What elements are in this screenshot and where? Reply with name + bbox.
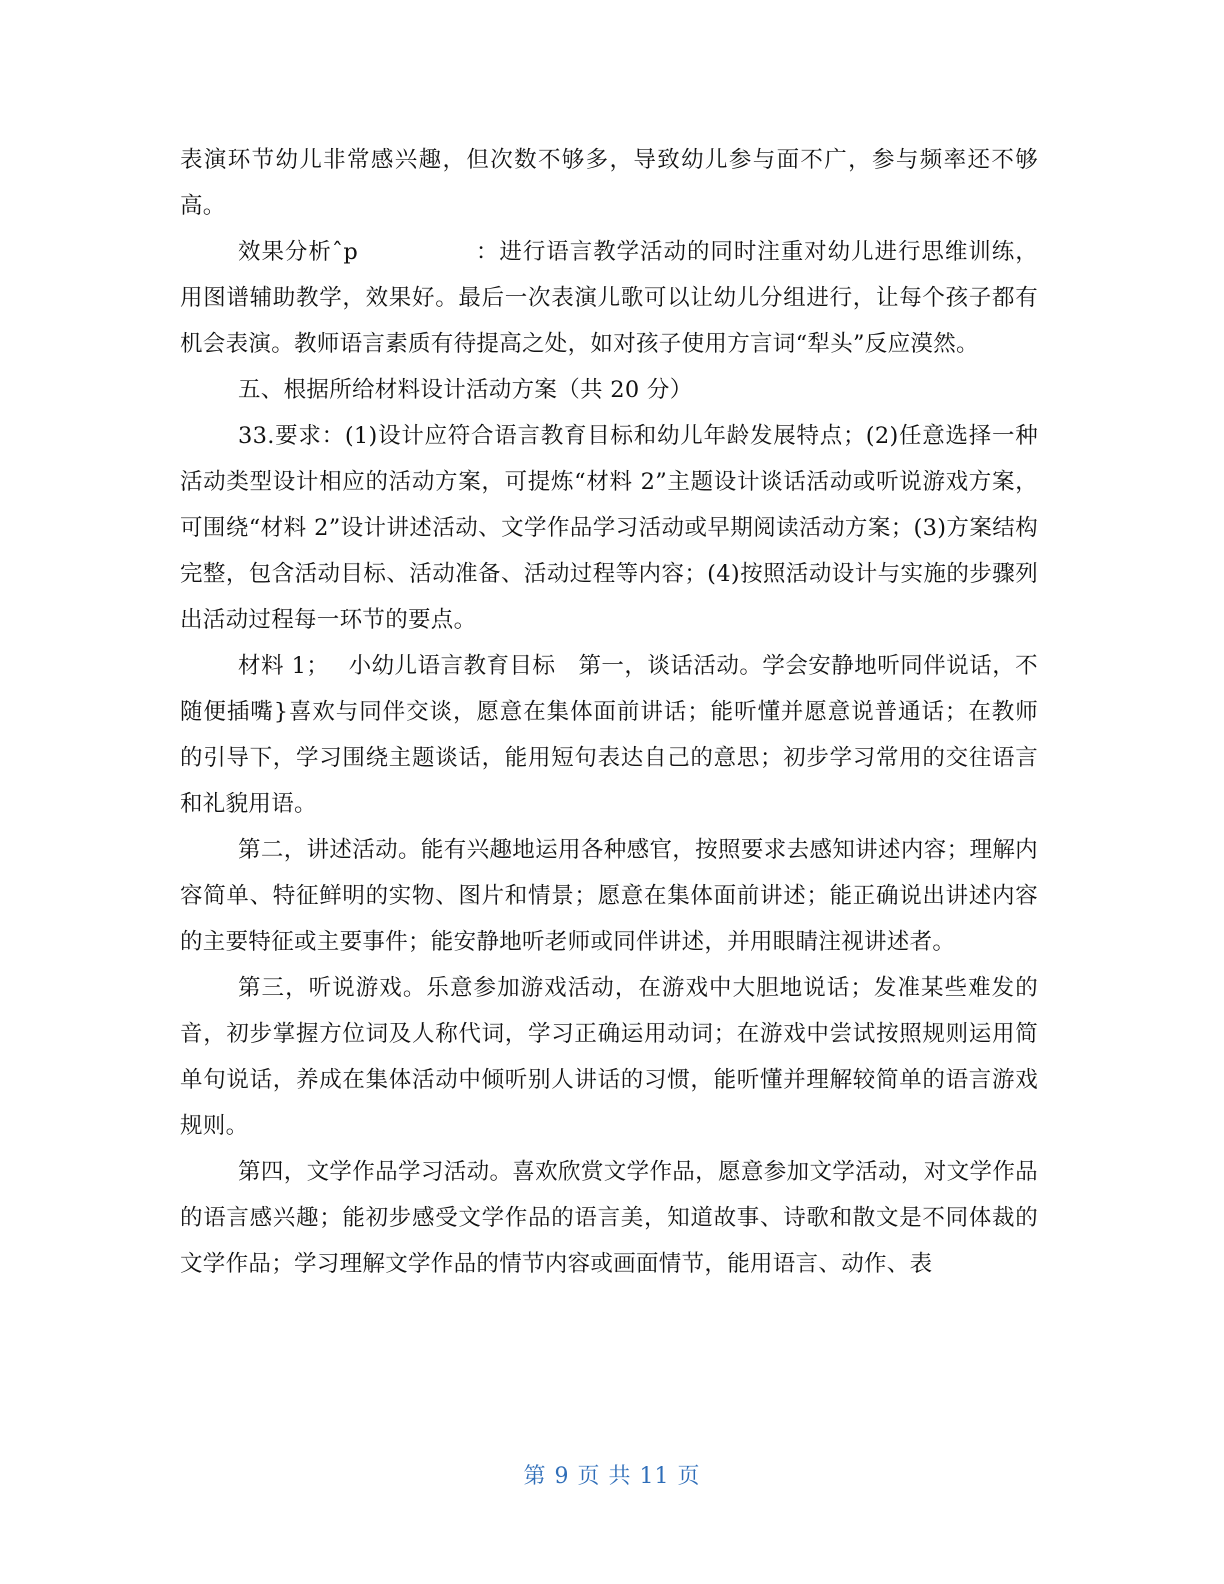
- paragraph-second: 第二，讲述活动。能有兴趣地运用各种感官，按照要求去感知讲述内容；理解内容简单、特征鲜明的实物、图片和情景；愿意在集体面前讲述；能正确说出讲述内容的主要特征或主要事件；能安静地听老师或同伴讲述，并用眼睛注视讲述者。: [180, 837, 1038, 955]
- section-heading: 五、根据所给材料设计活动方案（共 20 分）: [238, 377, 693, 403]
- page-body: [180, 137, 1038, 1287]
- paragraph-requirements: 33.要求：(1)设计应符合语言教育目标和幼儿年龄发展特点；(2)任意选择一种活动类型设计相应的活动方案，可提炼“材料 2”主题设计谈话活动或听说游戏方案，可围绕“材料 2”设计讲述活动、文学作品学习活动或早期阅读活动方案；(3)方案结构完整，包含活动目标、活动准备、活动过程等内容；(4)按照活动设计与实施的步骤列出活动过程每一环节的要点。: [180, 423, 1038, 633]
- paragraph-third: 第三，听说游戏。乐意参加游戏活动，在游戏中大胆地说话；发准某些难发的音，初步掌握方位词及人称代词，学习正确运用动词；在游戏中尝试按照规则运用简单句说话，养成在集体活动中倾听别人讲话的习惯，能听懂并理解较简单的语言游戏规则。: [180, 975, 1038, 1139]
- paragraph-2: 效果分析ˆp ：进行语言教学活动的同时注重对幼儿进行思维训练，用图谱辅助教学，效果好。最后一次表演儿歌可以让幼儿分组进行，让每个孩子都有机会表演。教师语言素质有待提高之处，如对孩子使用方言词“犁头”反应漠然。: [180, 239, 1038, 357]
- paragraph-fourth: 第四，文学作品学习活动。喜欢欣赏文学作品，愿意参加文学活动，对文学作品的语言感兴趣；能初步感受文学作品的语言美，知道故事、诗歌和散文是不同体裁的文学作品；学习理解文学作品的情节内容或画面情节，能用语言、动作、表: [180, 1159, 1038, 1277]
- paragraph-material-1: 材料 1； 小幼儿语言教育目标 第一，谈话活动。学会安静地听同伴说话，不随便插嘴}喜欢与同伴交谈，愿意在集体面前讲话；能听懂并愿意说普通话；在教师的引导下，学习围绕主题谈话，能用短句表达自己的意思；初步学习常用的交往语言和礼貌用语。: [180, 653, 1038, 817]
- paragraph-1: 表演环节幼儿非常感兴趣，但次数不够多，导致幼儿参与面不广，参与频率还不够高。: [180, 147, 1038, 219]
- page-number-footer: 第 9 页 共 11 页: [523, 1464, 701, 1489]
